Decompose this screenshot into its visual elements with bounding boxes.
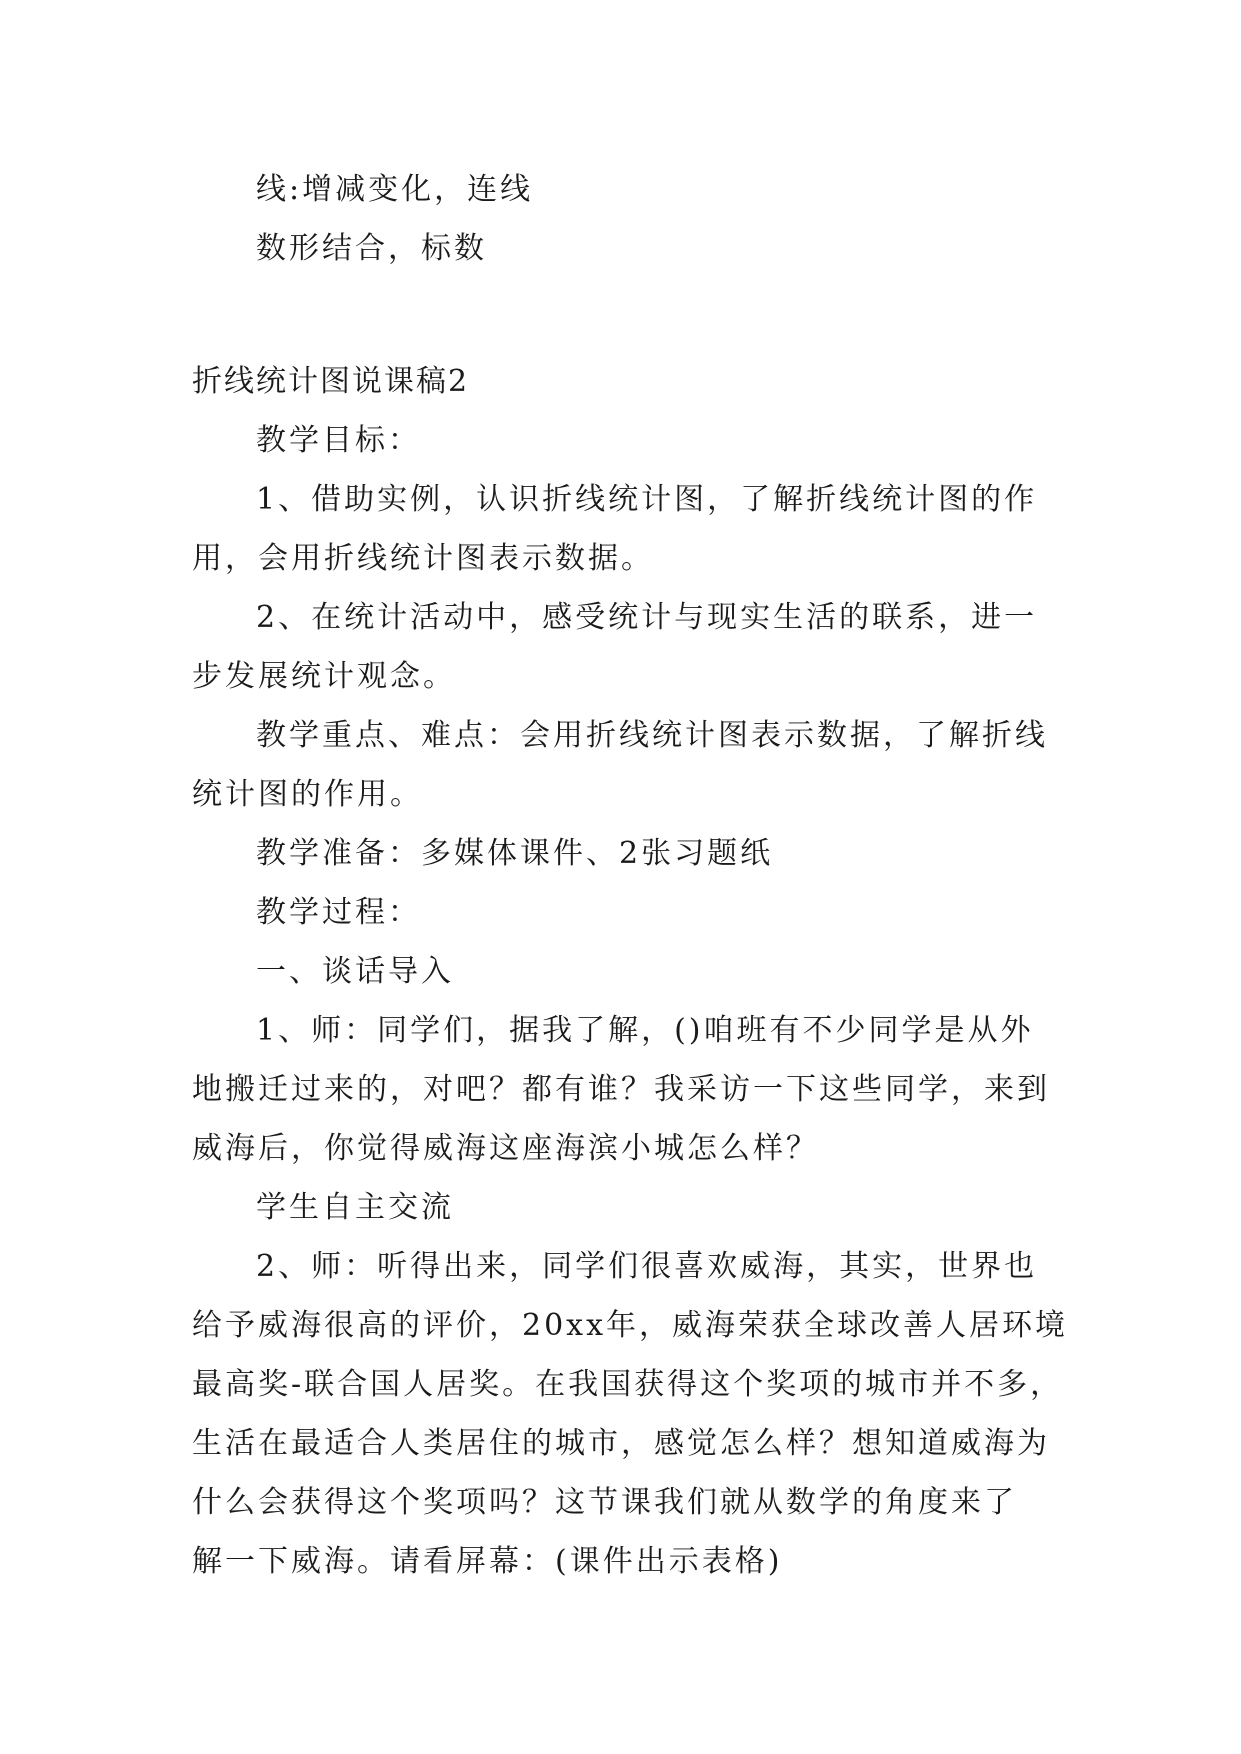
text-line: 2、师：听得出来，同学们很喜欢威海，其实，世界也 (256, 1249, 1038, 1284)
text-line: 教学目标： (256, 423, 421, 458)
text-line: 学生自主交流 (256, 1190, 454, 1225)
text-line: 教学过程： (256, 895, 421, 930)
text-line: 生活在最适合人类居住的城市，感觉怎么样？想知道威海为 (192, 1426, 1050, 1461)
text-line: 用，会用折线统计图表示数据。 (192, 541, 654, 576)
text-line: 统计图的作用。 (192, 777, 423, 812)
text-line: 解一下威海。请看屏幕：(课件出示表格) (192, 1544, 783, 1579)
text-line: 教学准备：多媒体课件、2张习题纸 (256, 836, 774, 871)
text-line: 线:增减变化，连线 (256, 172, 534, 207)
text-line: 地搬迁过来的，对吧？都有谁？我采访一下这些同学，来到 (192, 1072, 1050, 1107)
text-line: 威海后，你觉得威海这座海滨小城怎么样？ (192, 1131, 819, 1166)
document-body (192, 160, 1069, 1591)
text-line: 1、师：同学们，据我了解，()咱班有不少同学是从外 (256, 1013, 1034, 1048)
section-gap (192, 278, 1052, 352)
text-line: 1、借助实例，认识折线统计图，了解折线统计图的作 (256, 482, 1038, 517)
paragraph-block (192, 411, 1069, 1591)
text-line: 一、谈话导入 (256, 954, 454, 989)
section-title: 折线统计图说课稿2 (192, 364, 470, 399)
text-line: 什么会获得这个奖项吗？这节课我们就从数学的角度来了 (192, 1485, 1017, 1520)
text-line: 2、在统计活动中，感受统计与现实生活的联系，进一 (256, 600, 1038, 635)
text-line: 教学重点、难点：会用折线统计图表示数据，了解折线 (256, 718, 1048, 753)
text-line: 步发展统计观念。 (192, 659, 456, 694)
text-line: 数形结合，标数 (256, 231, 487, 266)
text-line: 给予威海很高的评价，20xx年，威海荣获全球改善人居环境 (192, 1308, 1069, 1343)
text-line: 最高奖-联合国人居奖。在我国获得这个奖项的城市并不多， (192, 1367, 1064, 1402)
